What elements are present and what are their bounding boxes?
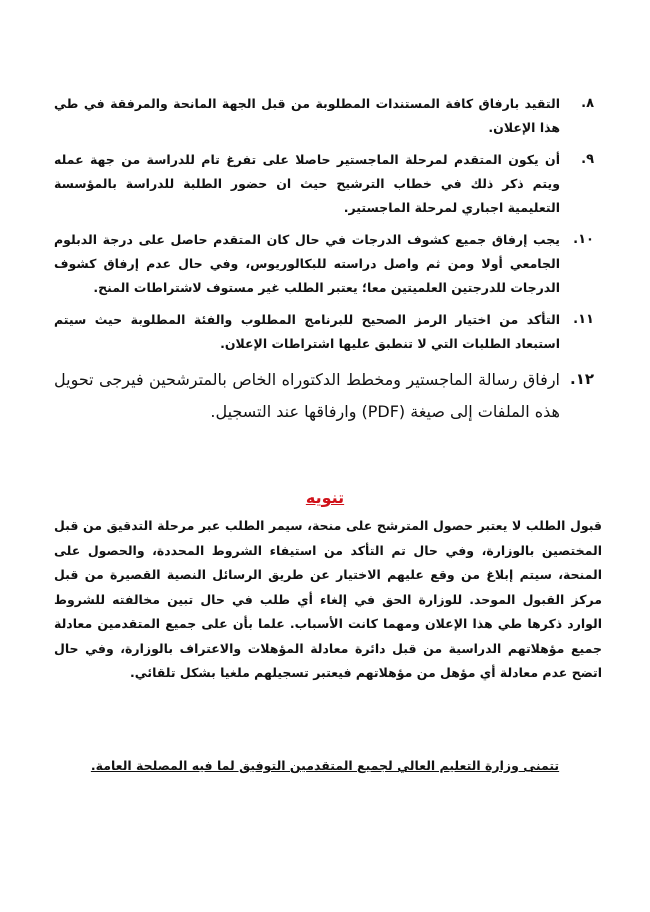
notice-title: تنويه bbox=[305, 488, 345, 507]
item-number: ٩. bbox=[581, 152, 594, 167]
item-text: يجب إرفاق جميع كشوف الدرجات في حال كان المتقدم حاصل على درجة الدبلوم الجامعي أولا ومن ثم واصل دراسته للبكالوريوس، وفي حال عدم إرفاق كشوف الدرجات للدرجتين العلميتين معا؛ يعتبر الطلب غير مستوف لاشتراطات المنح. bbox=[54, 232, 560, 295]
notice-body: قبول الطلب لا يعتبر حصول المترشح على منحة، سيمر الطلب عبر مرحلة التدقيق من قبل المختصين بالوزارة، وفي حال تم التأكد من استيفاء الشروط المحددة، والحصول على المنحة، سيتم إبلاغ من وقع عليهم الاختيار عن طريق الرسائل النصية القصيرة من قبل مركز القبول الموحد. للوزارة الحق في إلغاء أي طلب في حال تبين مخالفته للشروط الوارد ذكرها طي هذا الإعلان ومهما كانت الأسباب. علما بأن على جميع المتقدمين معادلة جميع مؤهلاتهم الدراسية من قبل دائرة معادلة المؤهلات والاعتراف بالوزارة، وفي حال اتضح عدم معادلة أي مؤهل من مؤهلاتهم فيعتبر تسجيلهم ملغيا بشكل تلقائي. bbox=[54, 518, 602, 680]
list-item bbox=[54, 364, 594, 428]
conditions-list bbox=[54, 92, 594, 436]
item-number: ١١. bbox=[573, 312, 594, 327]
list-item bbox=[54, 148, 594, 220]
item-text: أن يكون المتقدم لمرحلة الماجستير حاصلا على تفرغ تام للدراسة من جهة عمله ويتم ذكر ذلك في خطاب الترشيح حيث ان حضور الطلبة للدراسة بالمؤسسة التعليمية اجباري لمرحلة الماجستير. bbox=[54, 152, 560, 215]
item-text: ارفاق رسالة الماجستير ومخطط الدكتوراه الخاص بالمترشحين فيرجى تحويل هذه الملفات إلى صيغة (PDF) وارفاقها عند التسجيل. bbox=[54, 370, 560, 421]
closing-statement: تتمنى وزارة التعليم العالي لجميع المتقدمين التوفيق لما فيه المصلحة العامة. bbox=[90, 758, 560, 773]
item-number: ١٢. bbox=[569, 370, 594, 388]
list-item bbox=[54, 228, 594, 300]
item-text: التأكد من اختيار الرمز الصحيح للبرنامج المطلوب والفئة المطلوبة حيث سيتم استبعاد الطلبات التي لا تنطبق عليها اشتراطات الإعلان. bbox=[54, 312, 560, 351]
item-number: ٨. bbox=[581, 96, 594, 111]
item-text: التقيد بارفاق كافة المستندات المطلوبة من قبل الجهة المانحة والمرفقة في طي هذا الإعلان. bbox=[54, 96, 560, 135]
list-item bbox=[54, 308, 594, 356]
item-number: ١٠. bbox=[573, 232, 594, 247]
list-item bbox=[54, 92, 594, 140]
